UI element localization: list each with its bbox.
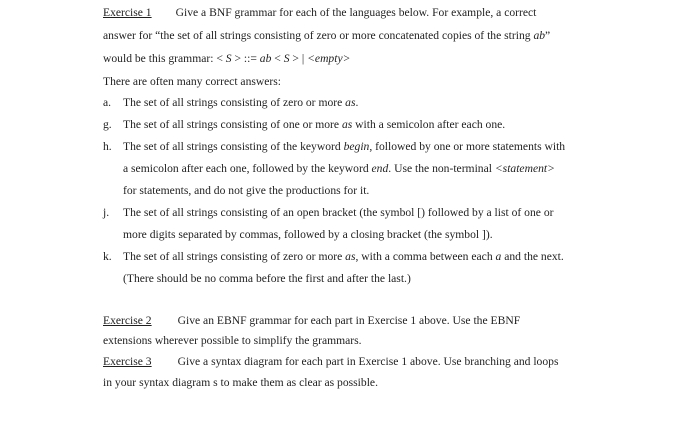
- exercise1-intro-line1: [103, 6, 536, 19]
- intro-line2-quote: ”: [545, 29, 551, 42]
- exercise1-title: Exercise 1: [103, 6, 152, 19]
- item-h-letter: h.: [103, 140, 112, 153]
- exercise1-intro-line3: [103, 52, 350, 65]
- item-a-em: as: [345, 96, 356, 109]
- item-g-line1: [123, 118, 505, 131]
- exercise3-line1: [103, 355, 558, 368]
- item-h-text1b: , followed by one or more statements with: [369, 140, 566, 153]
- item-h-statement: <statement>: [494, 162, 555, 175]
- item-h-line3: for statements, and do not give the productions for it.: [123, 184, 370, 197]
- item-k-text1: The set of all strings consisting of zero or more: [123, 250, 346, 263]
- item-k-text1b: , with a comma between each: [355, 250, 496, 263]
- item-h-text2: a semicolon after each one, followed by the keyword: [123, 162, 372, 175]
- item-k-letter: k.: [103, 250, 112, 263]
- item-h-line1: [123, 140, 565, 153]
- item-g-letter: g.: [103, 118, 112, 131]
- grammar-or: > |: [289, 52, 308, 65]
- grammar-ab: ab: [259, 52, 272, 65]
- item-h-begin: begin: [343, 140, 370, 153]
- item-j-letter: j.: [103, 206, 110, 219]
- grammar-empty: <empty>: [307, 52, 351, 65]
- item-k-line2: (There should be no comma before the first and after the last.): [123, 272, 411, 285]
- item-a-end: .: [355, 96, 359, 109]
- intro-line2-text: answer for “the set of all strings consisting of zero or more concatenated copies of the string: [103, 29, 534, 42]
- exercise1-note: There are often many correct answers:: [103, 75, 281, 88]
- exercise1-intro-text1: Give a BNF grammar for each of the languages below. For example, a correct: [175, 6, 537, 19]
- exercise2-line2: extensions wherever possible to simplify the grammars.: [103, 334, 362, 347]
- item-k-as: as: [345, 250, 356, 263]
- item-a-text: The set of all strings consisting of zero or more: [123, 96, 346, 109]
- exercise1-intro-line2: [103, 29, 550, 42]
- exercise3-text1: Give a syntax diagram for each part in Exercise 1 above. Use branching and loops: [177, 355, 559, 368]
- item-g-end: with a semicolon after each one.: [352, 118, 506, 131]
- item-g-text: The set of all strings consisting of one or more: [123, 118, 342, 131]
- item-k-line1: [123, 250, 564, 263]
- exercise2-line1: [103, 314, 520, 327]
- item-j-line2: more digits separated by commas, followed by a closing bracket (the symbol ]).: [123, 228, 493, 241]
- item-a-line1: [123, 96, 358, 109]
- item-g-em: as: [341, 118, 353, 131]
- item-k-a: a: [495, 250, 502, 263]
- item-j-line1: The set of all strings consisting of an open bracket (the symbol [) followed by a list of one or: [123, 206, 554, 219]
- exercise2-title: Exercise 2: [103, 314, 152, 327]
- grammar-lt: <: [271, 52, 284, 65]
- grammar-S1: S: [225, 52, 232, 65]
- grammar-prefix: would be this grammar: <: [103, 52, 226, 65]
- item-a-letter: a.: [103, 96, 112, 109]
- exercise3-title: Exercise 3: [103, 355, 152, 368]
- item-h-line2: [123, 162, 555, 175]
- item-k-text1c: and the next.: [501, 250, 564, 263]
- item-h-end: end: [371, 162, 389, 175]
- intro-line2-ab: ab: [533, 29, 546, 42]
- item-h-text1: The set of all strings consisting of the keyword: [123, 140, 344, 153]
- grammar-S2: S: [283, 52, 290, 65]
- grammar-def: > ::=: [231, 52, 260, 65]
- item-h-text2b: . Use the non-terminal: [388, 162, 495, 175]
- exercise2-text1: Give an EBNF grammar for each part in Exercise 1 above. Use the EBNF: [177, 314, 521, 327]
- exercise3-line2: in your syntax diagram s to make them as clear as possible.: [103, 376, 378, 389]
